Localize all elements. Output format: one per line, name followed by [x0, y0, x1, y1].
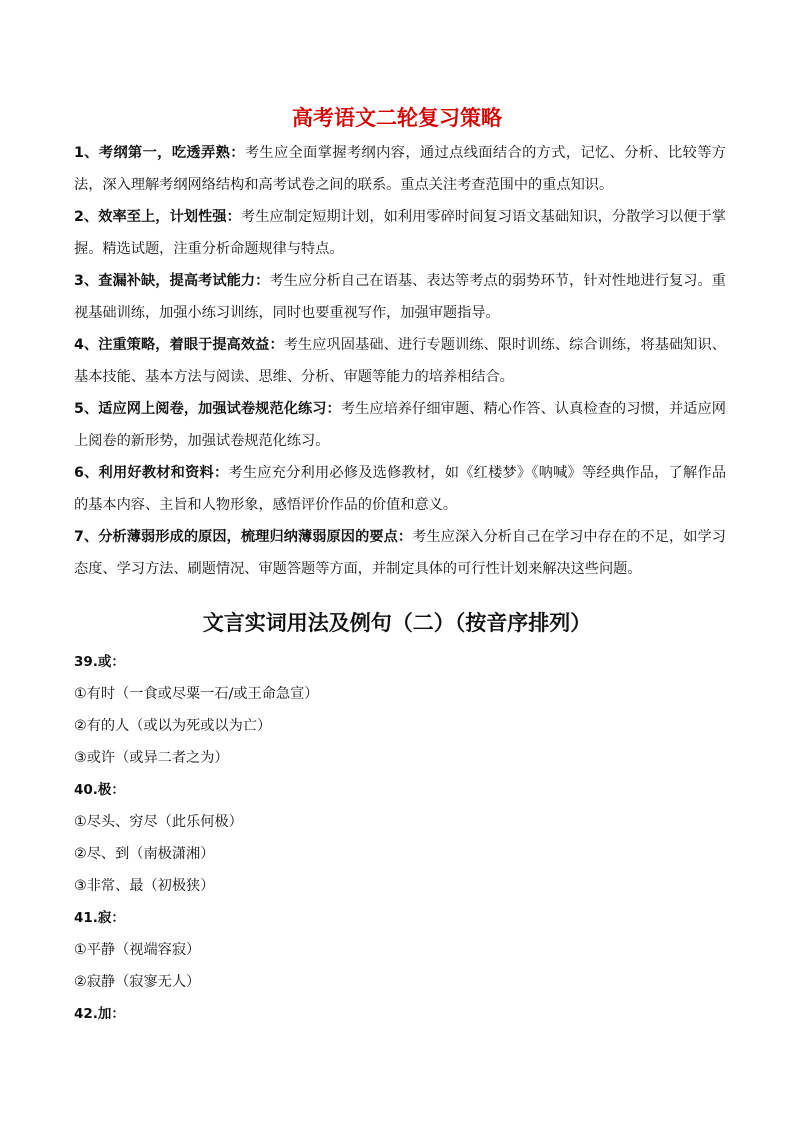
word-heading: 39.或： — [74, 654, 125, 670]
word-heading: 41.寂： — [74, 910, 125, 926]
strategy-item — [74, 265, 726, 329]
strategy-text: 考生应制定短期计划，如利用零碎时间复习语文基础知识，分散学习以便于掌握。精选试题，注重分析命题规律与特点。 — [74, 209, 726, 257]
word-meaning: ①尽头、穷尽（此乐何极） — [74, 814, 243, 830]
word-meaning: ③非常、最（初极狭） — [74, 878, 215, 894]
strategy-text: 考生应巩固基础、进行专题训练、限时训练、综合训练，将基础知识、基本技能、基本方法与阅读、思维、分析、审题等能力的培养相结合。 — [74, 337, 726, 385]
strategy-item — [74, 521, 726, 585]
word-meaning: ③或许（或异二者之为） — [74, 750, 229, 766]
strategy-heading: 3、查漏补缺，提高考试能力： — [74, 273, 270, 289]
strategy-item — [74, 201, 726, 265]
strategy-heading: 1、考纲第一，吃透弄熟： — [74, 145, 245, 161]
strategy-heading: 5、适应网上阅卷，加强试卷规范化练习： — [74, 401, 341, 417]
strategy-heading: 6、利用好教材和资料： — [74, 465, 229, 481]
strategy-text: 考生应分析自己在语基、表达等考点的弱势环节，针对性地进行复习。重视基础训练，加强小练习训练，同时也要重视写作，加强审题指导。 — [74, 273, 726, 321]
word-meaning: ①平静（视端容寂） — [74, 942, 201, 958]
section-title: 文言实词用法及例句（二）（按音序排列） — [202, 610, 592, 635]
strategy-text: 考生应全面掌握考纲内容，通过点线面结合的方式，记忆、分析、比较等方法，深入理解考纲网络结构和高考试卷之间的联系。重点关注考查范围中的重点知识。 — [74, 145, 726, 193]
strategy-text: 考生应深入分析自己在学习中存在的不足，如学习态度、学习方法、刷题情况、审题答题等方面，并制定具体的可行性计划来解决这些问题。 — [74, 529, 726, 577]
strategy-text: 考生应培养仔细审题、精心作答、认真检查的习惯，并适应网上阅卷的新形势，加强试卷规范化练习。 — [74, 401, 726, 449]
word-meaning: ②寂静（寂寥无人） — [74, 974, 201, 990]
strategy-item — [74, 329, 726, 393]
strategy-text: 考生应充分利用必修及选修教材，如《红楼梦》《呐喊》等经典作品，了解作品的基本内容、主旨和人物形象，感悟评价作品的价值和意义。 — [74, 465, 727, 513]
page-title: 高考语文二轮复习策略 — [292, 106, 502, 130]
strategy-item — [74, 393, 726, 457]
word-meaning: ②尽、到（南极潇湘） — [74, 846, 215, 862]
strategy-heading: 4、注重策略，着眼于提高效益： — [74, 337, 284, 353]
strategy-heading: 7、分析薄弱形成的原因，梳理归纳薄弱原因的要点： — [74, 529, 413, 545]
word-meaning: ①有时（一食或尽粟一石/或王命急宣） — [74, 686, 319, 702]
word-heading: 40.极： — [74, 782, 125, 798]
strategy-item — [74, 457, 726, 521]
vocab-list — [74, 646, 726, 1030]
word-heading: 42.加： — [74, 1006, 125, 1022]
strategy-item — [74, 137, 726, 201]
strategy-list — [74, 137, 726, 585]
word-meaning: ②有的人（或以为死或以为亡） — [74, 718, 272, 734]
strategy-heading: 2、效率至上，计划性强： — [74, 209, 241, 225]
